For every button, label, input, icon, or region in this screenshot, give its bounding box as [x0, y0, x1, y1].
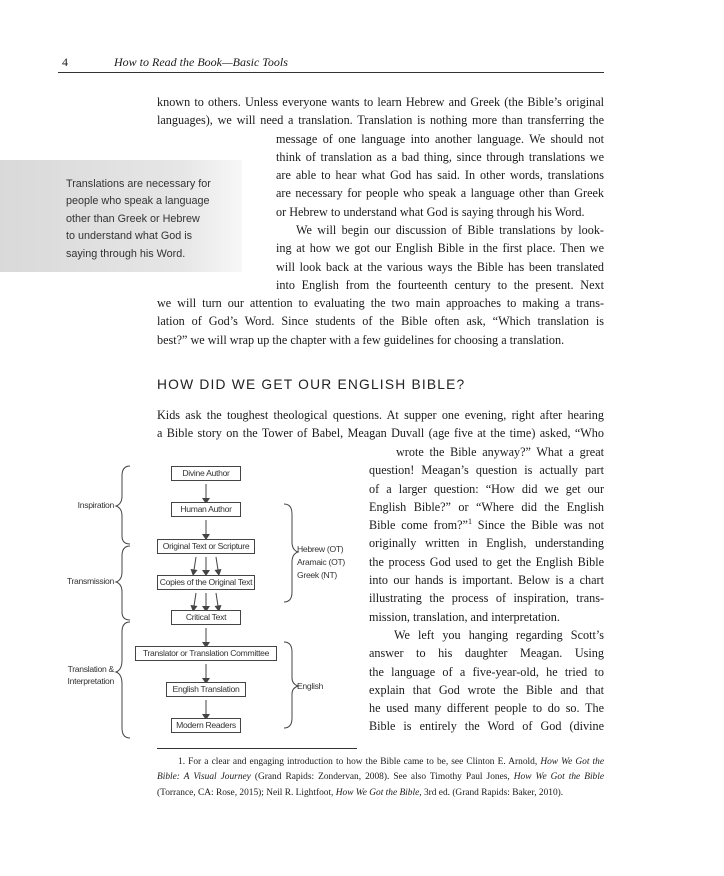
pull-quote-box	[0, 160, 242, 272]
text-line: We will begin our discussion of Bible translations by look-	[296, 223, 604, 237]
text-line: known to others. Unless everyone wants to learn Hebrew and Greek (the Bible’s original	[157, 95, 604, 109]
arrow-original-to-copies-1	[194, 557, 196, 570]
label-aramaic: Aramaic (OT)	[297, 557, 345, 567]
text-line: the language of a five-year-old, he tried to	[369, 664, 604, 679]
footnote-number: 1.	[178, 757, 186, 767]
pull-quote-line: other than Greek or Hebrew	[66, 212, 200, 225]
text-line: are necessary for people who speak a language other than Greek	[276, 186, 604, 201]
node-original-text: Original Text or Scripture	[157, 539, 255, 554]
text-line: originally written in English, understanding	[369, 536, 604, 551]
node-human-author: Human Author	[171, 502, 241, 517]
footnote-text: (Grand Rapids: Zondervan, 2008). See also Timothy Paul Jones,	[250, 772, 514, 783]
text-line: English Bible?” or “Where did the English	[369, 499, 604, 514]
text-line: ing at how we got our English Bible in the first place. Then we	[276, 241, 604, 256]
text-line: wrote the Bible anyway?” What a great	[396, 445, 604, 459]
text-line: are able to hear what God has said. In other words, translations	[276, 168, 604, 183]
arrow-copies-to-critical-3	[216, 593, 218, 606]
text-line: best?” we will wrap up the chapter with a few guidelines for choosing a translation.	[157, 332, 565, 347]
footnote-book-title: How We Got the Bible	[335, 787, 420, 798]
label-interpretation: Interpretation	[67, 676, 114, 686]
footnote-book-title: How We Got the Bible: A Visual Journey	[157, 757, 605, 783]
text-line: Bible is entirely the Word of God (divine	[369, 719, 604, 734]
paragraph-discussion-plan	[276, 221, 604, 294]
text-line: illustrating the process of inspiration, trans-	[369, 591, 604, 606]
text-fragment: Since the Bible was not	[477, 518, 604, 533]
brace-original-languages	[284, 504, 298, 602]
text-line: message of one language into another language. We should not	[276, 131, 604, 146]
text-line	[369, 516, 604, 534]
text-line: will look back at the various ways the Bible has been translated	[276, 259, 604, 274]
brace-inspiration	[116, 466, 130, 544]
text-line: the process God used to get the English Bible	[369, 554, 604, 569]
label-translation: Translation &	[67, 664, 114, 674]
node-english-translation: English Translation	[166, 682, 246, 697]
node-critical-text: Critical Text	[171, 610, 241, 625]
text-line: he used many different people to do so. The	[369, 701, 604, 716]
text-line: a Bible story on the Tower of Babel, Meagan Duvall (age five at the time) asked, “Who	[157, 426, 604, 441]
text-line: of a larger question: “How did we get our	[369, 481, 604, 496]
arrow-copies-to-critical-1	[194, 593, 196, 606]
node-modern-readers: Modern Readers	[171, 718, 241, 733]
pull-quote-line: Translations are necessary for	[66, 178, 211, 190]
text-line: question! Meagan’s question is actually part	[369, 463, 604, 478]
text-line: or Hebrew to understand what God is saying through his Word.	[276, 204, 585, 219]
section-heading: HOW DID WE GET OUR ENGLISH BIBLE?	[157, 377, 466, 392]
pull-quote-line: saying through his Word.	[66, 247, 186, 260]
brace-english	[284, 642, 298, 728]
footnote-reference[interactable]: 1	[467, 517, 472, 527]
footnote-text: (Torrance, CA: Rose, 2015); Neil R. Lightfoot,	[157, 787, 336, 798]
text-line: into English from the fourteenth century to the present. Next	[276, 277, 604, 292]
node-translator: Translator or Translation Committee	[135, 646, 277, 661]
pull-quote-text	[66, 176, 226, 263]
text-line: languages), we will need a translation. Translation is nothing more than transferring the	[157, 113, 604, 128]
footnote-text: For a clear and engaging introduction to how the Bible came to be, see Clinton E. Arnold,	[188, 757, 541, 767]
text-line: think of translation as a bad thing, since through translations we	[276, 149, 604, 164]
footnote-text: , 3rd ed. (Grand Rapids: Baker, 2010).	[419, 787, 564, 798]
footnote-rule	[157, 748, 357, 749]
paragraph-meagan-question	[157, 406, 604, 443]
paragraph-discussion-plan-continued	[157, 294, 604, 349]
text-line: into our hands is important. Below is a chart	[369, 573, 604, 588]
text-line: lation of God’s Word. Since students of the Bible often ask, “Which translation is	[157, 314, 604, 329]
header-rule	[58, 72, 604, 73]
text-line: we will turn our attention to evaluating the two main approaches to making a trans-	[157, 296, 604, 310]
running-head: How to Read the Book—Basic Tools	[114, 55, 288, 69]
footnote	[157, 755, 604, 801]
node-copies: Copies of the Original Text	[157, 575, 255, 590]
bible-process-diagram	[60, 464, 350, 744]
pull-quote-line: to understand what God is	[66, 230, 193, 243]
brace-transmission	[116, 546, 130, 620]
label-english: English	[297, 681, 324, 691]
label-inspiration: Inspiration	[77, 500, 114, 510]
text-line: answer to his daughter Meagan. Using	[369, 646, 604, 661]
footnote-book-title: How We Got the Bible	[513, 772, 604, 783]
brace-translation	[116, 622, 130, 738]
page-number: 4	[62, 55, 68, 69]
node-divine-author: Divine Author	[171, 466, 241, 481]
text-line: We left you hanging regarding Scott’s	[394, 627, 604, 642]
text-line: mission, translation, and interpretation.	[369, 609, 560, 624]
label-greek: Greek (NT)	[297, 570, 337, 580]
text-line: explain that God wrote the Bible and that	[369, 682, 604, 697]
arrow-original-to-copies-3	[216, 557, 218, 570]
pull-quote-line: people who speak a language	[66, 195, 210, 208]
label-transmission: Transmission	[66, 576, 114, 586]
text-fragment: Bible come from?”	[369, 518, 468, 533]
label-hebrew: Hebrew (OT)	[297, 544, 344, 554]
text-line: Kids ask the toughest theological questions. At supper one evening, right after hearing	[157, 408, 604, 422]
paragraph-meagan-question-continued	[369, 443, 604, 736]
